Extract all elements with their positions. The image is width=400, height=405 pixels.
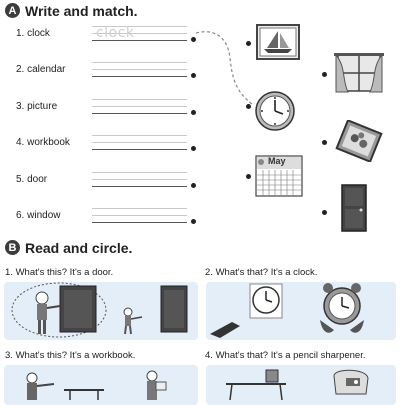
match-dot-right-1[interactable]	[322, 72, 327, 77]
window-image	[334, 52, 384, 94]
question-4-illustration	[206, 364, 398, 400]
match-dot-right-2[interactable]	[322, 140, 327, 145]
question-1-illustration	[4, 280, 200, 342]
question-3-illustration	[4, 364, 200, 400]
door-image	[340, 183, 368, 233]
calendar-image	[255, 155, 303, 197]
item-2-label: 2. calendar	[16, 64, 66, 75]
calendar-month: May	[268, 156, 286, 166]
question-4: 4. What's that? It's a pencil sharpener.	[205, 350, 366, 361]
match-dot-left-1[interactable]	[246, 41, 251, 46]
question-1: 1. What's this? It's a door.	[5, 267, 114, 278]
section-a-title: Write and match.	[25, 3, 138, 19]
flower-picture	[334, 120, 384, 162]
item-3-label: 3. picture	[16, 101, 58, 112]
item-6-label: 6. window	[16, 210, 61, 221]
question-2: 2. What's that? It's a clock.	[205, 267, 318, 278]
boat-picture	[256, 24, 300, 60]
item-4-label: 4. workbook	[16, 137, 70, 148]
section-b-badge: B	[5, 240, 20, 255]
question-2-illustration	[206, 280, 398, 342]
match-dot-left-3[interactable]	[246, 174, 251, 179]
item-5-label: 5. door	[16, 174, 48, 185]
clock-image	[254, 90, 296, 132]
match-dot-right-3[interactable]	[322, 210, 327, 215]
section-b-title: Read and circle.	[25, 240, 133, 256]
match-dot-left-2[interactable]	[246, 104, 251, 109]
item-1-label: 1. clock	[16, 28, 50, 39]
section-a-badge: A	[5, 3, 20, 18]
item-1-trace-text: clock	[96, 25, 135, 41]
question-3: 3. What's this? It's a workbook.	[5, 350, 136, 361]
